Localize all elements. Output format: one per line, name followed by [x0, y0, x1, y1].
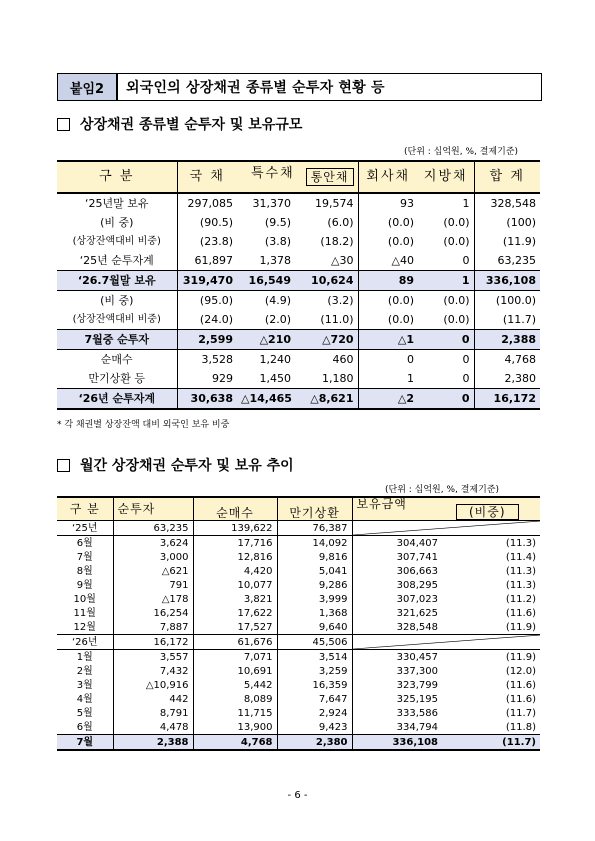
cell: 307,023	[352, 592, 442, 606]
header-maturity: 만기상환	[277, 497, 352, 521]
header-local-bond: 지방채	[418, 161, 474, 193]
title-box	[57, 73, 542, 101]
row-label: 11월	[57, 606, 113, 620]
cell: 7,647	[277, 692, 352, 706]
cell: 1,368	[277, 606, 352, 620]
cell: 2,599	[177, 330, 237, 350]
table-row	[57, 310, 540, 330]
table-row-total	[57, 735, 540, 751]
table-header-row	[57, 497, 540, 521]
cell: 3,528	[201, 352, 233, 366]
cell: (95.0)	[199, 293, 233, 307]
cell: 321,625	[352, 606, 442, 620]
header-holdings: 보유금액	[352, 497, 442, 521]
cell: 13,900	[193, 720, 277, 735]
checkbox-square-icon	[57, 118, 70, 131]
cell: △720	[295, 330, 358, 350]
cell: 3,259	[277, 664, 352, 678]
header-gov-bond: 국 채	[177, 161, 237, 193]
year-row	[57, 635, 540, 650]
cell: 16,172	[474, 389, 540, 410]
cell: 9,816	[277, 550, 352, 564]
cell: (11.9)	[474, 232, 540, 251]
table-row	[57, 291, 540, 311]
row-label: ‘25년말 보유	[57, 193, 177, 213]
cell: (11.9)	[505, 621, 536, 633]
cell: (11.9)	[505, 651, 536, 663]
page-number: - 6 -	[287, 790, 308, 801]
cell: (11.8)	[505, 721, 536, 733]
cell: 16,172	[113, 635, 193, 650]
cell: (18.2)	[320, 234, 354, 248]
cell: 8,089	[193, 692, 277, 706]
row-label: 8월	[57, 564, 113, 578]
cell: 0	[358, 350, 418, 370]
cell: (11.0)	[320, 312, 354, 326]
page-title: 외국인의 상장채권 종류별 순투자 현황 등	[126, 80, 385, 96]
cell: 337,300	[352, 664, 442, 678]
table-row	[57, 536, 540, 551]
cell: (11.3)	[505, 579, 536, 591]
cell: 3,999	[277, 592, 352, 606]
cell: 17,527	[193, 620, 277, 635]
cell: (90.5)	[199, 215, 233, 229]
cell: 9,286	[277, 578, 352, 592]
row-label: 6월	[57, 720, 113, 735]
header-category: 구 분	[57, 161, 177, 193]
cell: 328,548	[474, 193, 540, 213]
cell: 0	[462, 253, 470, 267]
cell: (0.0)	[358, 291, 418, 311]
holdings-by-type-table	[57, 160, 540, 410]
row-label: 7월중 순투자	[57, 330, 177, 350]
header-net-buy: 순매수	[193, 497, 277, 521]
cell: (0.0)	[358, 232, 418, 251]
row-label: 5월	[57, 706, 113, 720]
cell: 325,195	[352, 692, 442, 706]
cell: (24.0)	[199, 312, 233, 326]
table-row	[57, 664, 540, 678]
cell: 9,640	[277, 620, 352, 635]
row-label: (상장잔액대비 비중)	[57, 310, 177, 330]
table-row	[57, 650, 540, 665]
cell: (3.8)	[264, 234, 291, 248]
cell: 2,388	[474, 330, 540, 350]
cell: 16,254	[153, 607, 189, 619]
table-row	[57, 564, 540, 578]
row-label: 12월	[57, 620, 113, 635]
header-ratio	[442, 497, 540, 521]
cell: 2,380	[277, 735, 352, 751]
cell: 63,235	[474, 251, 540, 271]
cell: 17,716	[193, 536, 277, 551]
cell: (3.2)	[327, 293, 354, 307]
cell: 31,370	[252, 196, 291, 210]
cell: 460	[332, 352, 354, 366]
row-label: ‘25년 순투자계	[57, 251, 177, 271]
cell: 304,407	[352, 536, 442, 551]
table-row	[57, 550, 540, 564]
row-label: (비 중)	[57, 291, 177, 311]
cell: (11.3)	[505, 537, 536, 549]
cell: △30	[331, 253, 354, 267]
monthly-trend-table	[57, 496, 540, 751]
header-msb: 통안채	[306, 168, 354, 186]
cell: 1,240	[259, 352, 291, 366]
cell: 319,470	[177, 271, 237, 291]
cell: 3,624	[159, 537, 189, 549]
table-row	[57, 720, 540, 735]
cell: 3,821	[193, 592, 277, 606]
cell: 0	[462, 371, 470, 385]
cell: △40	[358, 251, 418, 271]
header-total: 합 계	[474, 161, 540, 193]
table-row	[57, 678, 540, 692]
cell: 4,420	[193, 564, 277, 578]
cell: 330,457	[352, 650, 442, 665]
table-row	[57, 578, 540, 592]
attachment-tag: 붙임2	[58, 74, 118, 100]
cell: 10,691	[193, 664, 277, 678]
cell: 4,478	[159, 721, 189, 733]
row-label: 만기상환 등	[57, 369, 177, 389]
cell: 93	[358, 193, 418, 213]
cell: (11.7)	[505, 707, 536, 719]
cell: 8,791	[159, 707, 189, 719]
footnote: * 각 채권별 상장잔액 대비 외국인 보유 비중	[57, 420, 230, 430]
cell: 12,816	[193, 550, 277, 564]
header-ratio-box: (비중)	[456, 504, 519, 520]
cell: 5,442	[193, 678, 277, 692]
row-label: 2월	[57, 664, 113, 678]
table-header-row	[57, 161, 540, 193]
cell: 1,180	[322, 371, 354, 385]
section2-title: 월간 상장채권 순투자 및 보유 추이	[80, 458, 294, 474]
section2-heading	[57, 455, 294, 475]
cell: 442	[169, 693, 189, 705]
row-label: 7월	[57, 550, 113, 564]
table-row	[57, 251, 540, 271]
header-net-investment: 순투자	[113, 497, 193, 521]
cell: 1	[418, 271, 474, 291]
table-row-highlight	[57, 330, 540, 350]
cell: (2.0)	[264, 312, 291, 326]
table-row	[57, 706, 540, 720]
cell: 61,897	[194, 253, 233, 267]
row-label: ‘26.7월말 보유	[57, 271, 177, 291]
cell: 336,108	[474, 271, 540, 291]
cell: 0	[418, 330, 474, 350]
cell: 16,549	[237, 271, 295, 291]
cell: (0.0)	[443, 293, 470, 307]
cell: 333,586	[352, 706, 442, 720]
cell: (0.0)	[443, 215, 470, 229]
cell: 16,359	[277, 678, 352, 692]
cell: △8,621	[295, 389, 358, 410]
row-label: 1월	[57, 650, 113, 665]
table-row-highlight	[57, 389, 540, 410]
row-label: 10월	[57, 592, 113, 606]
cell: (11.6)	[505, 693, 536, 705]
table-row	[57, 592, 540, 606]
cell: 334,794	[352, 720, 442, 735]
cell: 45,506	[277, 635, 352, 650]
cell: 1	[358, 369, 418, 389]
cell: 7,432	[159, 665, 189, 677]
cell: 791	[169, 579, 189, 591]
year-row	[57, 521, 540, 536]
cell: 1	[462, 196, 470, 210]
cell: 4,768	[474, 350, 540, 370]
empty-diagonal-cell	[352, 635, 540, 650]
cell: 1,378	[259, 253, 291, 267]
cell: (6.0)	[327, 215, 354, 229]
cell: 61,676	[193, 635, 277, 650]
cell: △210	[237, 330, 295, 350]
diagonal-line	[353, 521, 541, 535]
cell: 306,663	[352, 564, 442, 578]
row-label: (상장잔액대비 비중)	[57, 232, 177, 251]
cell: 328,548	[352, 620, 442, 635]
table-row-highlight	[57, 271, 540, 291]
cell: △2	[358, 389, 418, 410]
cell: (12.0)	[505, 665, 536, 677]
row-label: ‘26년 순투자계	[57, 389, 177, 410]
cell: (0.0)	[358, 213, 418, 232]
cell: 2,388	[113, 735, 193, 751]
table-row	[57, 692, 540, 706]
row-label: 6월	[57, 536, 113, 551]
cell: 63,235	[113, 521, 193, 536]
cell: 929	[212, 371, 233, 385]
cell: 2,380	[474, 369, 540, 389]
cell: 89	[358, 271, 418, 291]
cell: (23.8)	[199, 234, 233, 248]
cell: 5,041	[277, 564, 352, 578]
cell: 30,638	[177, 389, 237, 410]
cell: 11,715	[193, 706, 277, 720]
cell: 0	[418, 389, 474, 410]
cell: △10,916	[145, 679, 189, 691]
cell: △14,465	[237, 389, 295, 410]
cell: (0.0)	[443, 234, 470, 248]
cell: (4.9)	[264, 293, 291, 307]
cell: 14,092	[277, 536, 352, 551]
cell: (11.2)	[505, 593, 536, 605]
cell: 307,741	[352, 550, 442, 564]
cell: 10,077	[193, 578, 277, 592]
row-label: ‘26년	[57, 635, 113, 650]
cell: 7,071	[193, 650, 277, 665]
cell: △621	[161, 565, 189, 577]
row-label: ‘25년	[57, 521, 113, 536]
cell: 308,295	[352, 578, 442, 592]
table-row	[57, 606, 540, 620]
cell: 4,768	[193, 735, 277, 751]
cell: 3,000	[159, 551, 189, 563]
cell: 19,574	[315, 196, 354, 210]
cell: 1,450	[259, 371, 291, 385]
empty-diagonal-cell	[352, 521, 540, 536]
cell: (100.0)	[474, 291, 540, 311]
row-label: 3월	[57, 678, 113, 692]
cell: 2,924	[277, 706, 352, 720]
diagonal-line	[353, 635, 541, 649]
table-row	[57, 193, 540, 213]
table-row	[57, 620, 540, 635]
header-category: 구 분	[57, 497, 113, 521]
cell: (0.0)	[443, 312, 470, 326]
cell: 7,887	[159, 621, 189, 633]
cell: (11.6)	[505, 679, 536, 691]
checkbox-square-icon	[57, 459, 70, 472]
cell: (0.0)	[358, 310, 418, 330]
cell: (11.6)	[505, 607, 536, 619]
cell: 17,622	[193, 606, 277, 620]
header-special-bond: 특수채	[251, 166, 295, 181]
section1-heading	[57, 114, 302, 134]
cell: (9.5)	[264, 215, 291, 229]
row-label: (비 중)	[57, 213, 177, 232]
cell: 76,387	[277, 521, 352, 536]
header-special-group	[237, 161, 358, 193]
table-row	[57, 350, 540, 370]
cell: △1	[358, 330, 418, 350]
cell: 336,108	[352, 735, 442, 751]
cell: 297,085	[187, 196, 233, 210]
table-row	[57, 232, 540, 251]
cell: 139,622	[193, 521, 277, 536]
table-row	[57, 213, 540, 232]
row-label: 4월	[57, 692, 113, 706]
section2-unit: (단위 : 십억원, %, 결제기준)	[385, 485, 500, 495]
header-corp-bond: 회사채	[358, 161, 418, 193]
row-label: 순매수	[57, 350, 177, 370]
cell: (11.7)	[474, 310, 540, 330]
section1-title: 상장채권 종류별 순투자 및 보유규모	[80, 117, 303, 133]
cell: 9,423	[277, 720, 352, 735]
cell: (11.3)	[505, 565, 536, 577]
section1-unit: (단위 : 십억원, %, 결제기준)	[404, 147, 519, 157]
cell: (11.4)	[505, 551, 536, 563]
row-label: 9월	[57, 578, 113, 592]
table-row	[57, 369, 540, 389]
cell: 3,514	[277, 650, 352, 665]
cell: 323,799	[352, 678, 442, 692]
row-label: 7월	[57, 735, 113, 751]
cell: △178	[161, 593, 189, 605]
cell: 0	[462, 352, 470, 366]
cell: (11.7)	[442, 735, 540, 751]
cell: 3,557	[159, 651, 189, 663]
cell: (100)	[474, 213, 540, 232]
cell: 10,624	[295, 271, 358, 291]
